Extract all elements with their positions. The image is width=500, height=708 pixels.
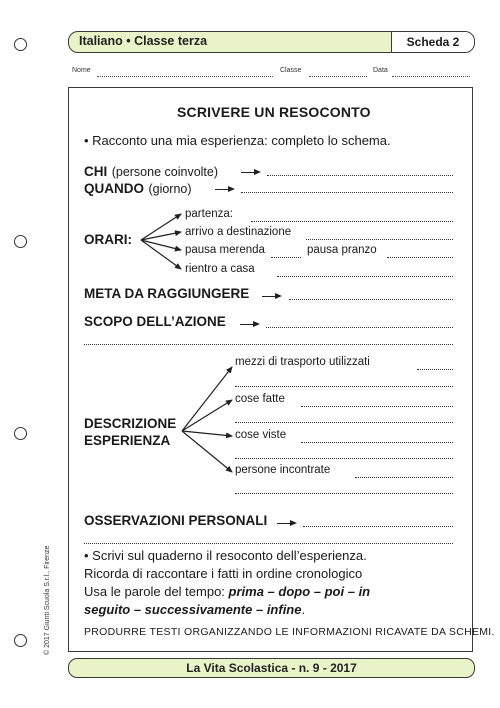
scopo-arrow: [240, 324, 258, 325]
osservazioni-arrow: [277, 523, 295, 524]
descr-cose-fatte: cose fatte: [235, 393, 285, 405]
quando-arrow: [215, 189, 233, 190]
mezzi-line[interactable]: [417, 369, 453, 370]
scopo-label: SCOPO DELL’AZIONE: [84, 314, 226, 329]
arrow-cose-fatte: [182, 400, 232, 431]
arrivo-line[interactable]: [306, 239, 453, 240]
partenza-line[interactable]: [251, 221, 453, 222]
persone-line-2[interactable]: [235, 493, 453, 494]
quando-row: [84, 180, 192, 198]
quando-answer-line[interactable]: [241, 192, 453, 193]
chi-answer-line[interactable]: [267, 175, 453, 176]
sheet-box: [391, 32, 474, 52]
class-label: Classe: [280, 67, 302, 74]
task-line-3-prefix: Usa le parole del tempo:: [84, 584, 225, 599]
chi-label: CHI: [84, 164, 108, 179]
orari-partenza: partenza:: [185, 208, 233, 220]
mezzi-line-2[interactable]: [235, 386, 453, 387]
header-bar: [68, 31, 475, 53]
meta-answer-line[interactable]: [289, 299, 453, 300]
name-label: Nome: [72, 67, 91, 74]
footer-bar: [68, 658, 475, 678]
objective-text: PRODURRE TESTI ORGANIZZANDO LE INFORMAZIONI RICAVATE DA SCHEMI.: [84, 626, 495, 638]
scopo-answer-line[interactable]: [266, 327, 453, 328]
cose-fatte-line-2[interactable]: [235, 422, 453, 423]
descrizione-label: DESCRIZIONE: [84, 416, 177, 431]
subject-title: Italiano • Classe terza: [79, 34, 208, 48]
date-label: Data: [373, 67, 388, 74]
orari-pausa-pranzo: pausa pranzo: [307, 244, 377, 256]
descr-persone: persone incontrate: [235, 464, 331, 476]
binder-hole-bottom: [14, 634, 27, 647]
intro-text: • Racconto una mia esperienza: completo lo schema.: [84, 133, 391, 148]
meta-label: META DA RAGGIUNGERE: [84, 286, 250, 301]
orari-arrivo: arrivo a destinazione: [185, 226, 292, 238]
sheet-number: Scheda 2: [406, 35, 460, 49]
binder-hole-middle: [14, 235, 27, 248]
binder-hole-top: [14, 38, 27, 51]
osservazioni-label: OSSERVAZIONI PERSONALI: [84, 513, 268, 528]
persone-line[interactable]: [355, 477, 453, 478]
date-field[interactable]: [392, 76, 470, 77]
name-field[interactable]: [97, 76, 273, 77]
task-line-4-suffix: .: [301, 602, 306, 617]
binder-hole-lower: [14, 427, 27, 440]
pausa-merenda-line[interactable]: [271, 257, 301, 258]
chi-row: [84, 163, 218, 181]
task-line-2: Ricorda di raccontare i fatti in ordine cronologico: [84, 566, 363, 581]
chi-hint: (persone coinvolte): [111, 165, 219, 179]
footer-text: La Vita Scolastica - n. 9 - 2017: [186, 661, 357, 675]
descr-cose-viste: cose viste: [235, 429, 287, 441]
quando-hint: (giorno): [148, 182, 192, 196]
task-line-1: • Scrivi sul quaderno il resoconto dell’esperienza.: [84, 548, 367, 563]
rientro-line[interactable]: [277, 276, 453, 277]
arrow-cose-viste: [182, 431, 232, 436]
orari-rientro: rientro a casa: [185, 263, 255, 275]
cose-fatte-line[interactable]: [301, 406, 453, 407]
meta-arrow: [262, 296, 280, 297]
worksheet-title: SCRIVERE UN RESOCONTO: [177, 104, 371, 120]
osservazioni-answer-line[interactable]: [303, 526, 453, 527]
arrow-mezzi: [182, 367, 232, 431]
chi-arrow: [241, 172, 259, 173]
copyright-text: © 2017 Giunti Scuola S.r.l., Firenze: [44, 545, 51, 655]
worksheet-frame: [68, 87, 495, 652]
arrow-rientro: [141, 240, 181, 269]
orari-pausa-merenda: pausa merenda: [185, 244, 265, 256]
quando-label: QUANDO: [84, 181, 144, 196]
scopo-answer-line-2[interactable]: [84, 344, 453, 345]
osservazioni-answer-line-2[interactable]: [84, 543, 453, 544]
task-line-4: [84, 602, 305, 617]
time-words-2: seguito – successivamente – infine: [84, 602, 302, 617]
class-field[interactable]: [309, 76, 367, 77]
task-line-3: [84, 584, 370, 599]
time-words-1: prima – dopo – poi – in: [228, 584, 371, 599]
orari-label: ORARI:: [84, 232, 132, 247]
descr-mezzi: mezzi di trasporto utilizzati: [235, 356, 370, 368]
cose-viste-line-2[interactable]: [235, 458, 453, 459]
pausa-pranzo-line[interactable]: [387, 257, 453, 258]
esperienza-label: ESPERIENZA: [84, 433, 171, 448]
cose-viste-line[interactable]: [301, 442, 453, 443]
arrow-persone: [182, 431, 232, 472]
